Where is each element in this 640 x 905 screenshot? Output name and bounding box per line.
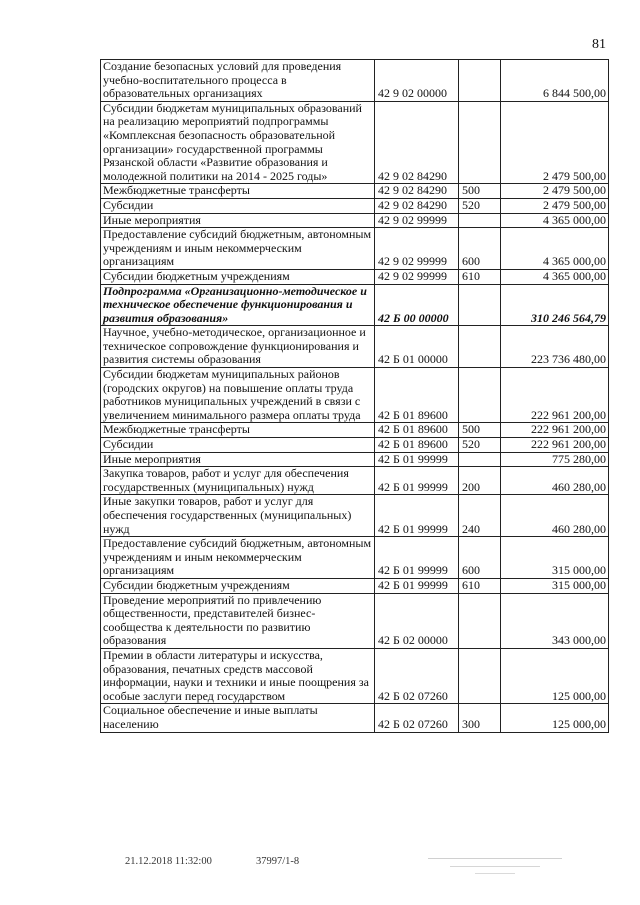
row-expense-type: 500 [459,184,501,199]
row-expense-type [459,284,501,326]
row-name: Предоставление субсидий бюджетным, автономным учреждениям и иным некоммерческим организациям [101,228,375,270]
row-name: Субсидии [101,198,375,213]
row-expense-type: 600 [459,537,501,579]
row-code: 42 9 02 99999 [375,228,459,270]
row-name: Научное, учебно-методическое, организационное и техническое сопровождение функционирования и развития системы образования [101,326,375,368]
table-row [101,184,609,199]
faint-stamp [420,852,570,878]
table-row [101,578,609,593]
table-row [101,452,609,467]
row-name: Субсидии бюджетам муниципальных районов (городских округов) на повышение оплаты труда работников муниципальных учреждений в связи с увеличением минимального размера оплаты труда [101,368,375,423]
row-name: Субсидии бюджетам муниципальных образований на реализацию мероприятий подпрограммы «Комплексная безопасность образовательной организации» государственной программы Рязанской области «Развитие образования и молодежной политики на 2014 - 2025 годы» [101,101,375,184]
row-amount: 223 736 480,00 [501,326,609,368]
budget-table [100,59,609,733]
row-code: 42 Б 01 89600 [375,438,459,453]
row-name: Закупка товаров, работ и услуг для обеспечения государственных (муниципальных) нужд [101,467,375,495]
footer-datetime: 21.12.2018 11:32:00 [125,856,212,867]
row-amount: 222 961 200,00 [501,368,609,423]
row-amount: 4 365 000,00 [501,269,609,284]
row-amount: 222 961 200,00 [501,423,609,438]
table-row [101,704,609,732]
row-expense-type [459,593,501,648]
row-amount: 315 000,00 [501,578,609,593]
row-expense-type: 610 [459,578,501,593]
row-code: 42 Б 01 89600 [375,423,459,438]
table-row [101,495,609,537]
row-expense-type: 300 [459,704,501,732]
table-row [101,101,609,184]
row-amount: 6 844 500,00 [501,60,609,102]
row-code: 42 Б 02 00000 [375,593,459,648]
row-name: Иные мероприятия [101,452,375,467]
row-amount: 460 280,00 [501,467,609,495]
row-expense-type [459,326,501,368]
row-expense-type [459,452,501,467]
page-number: 81 [592,37,606,52]
row-amount: 125 000,00 [501,648,609,703]
row-expense-type [459,648,501,703]
row-code: 42 9 02 00000 [375,60,459,102]
row-amount: 4 365 000,00 [501,213,609,228]
row-code: 42 9 02 84290 [375,198,459,213]
row-name: Межбюджетные трансферты [101,423,375,438]
row-expense-type: 240 [459,495,501,537]
row-amount: 2 479 500,00 [501,184,609,199]
row-expense-type [459,101,501,184]
row-code: 42 9 02 99999 [375,269,459,284]
row-expense-type: 600 [459,228,501,270]
table-row [101,213,609,228]
row-expense-type: 610 [459,269,501,284]
table-row [101,648,609,703]
row-code: 42 Б 01 99999 [375,467,459,495]
row-amount: 343 000,00 [501,593,609,648]
row-code: 42 Б 02 07260 [375,648,459,703]
row-code: 42 9 02 84290 [375,101,459,184]
row-name: Проведение мероприятий по привлечению общественности, представителей бизнес-сообщества к деятельности по развитию образования [101,593,375,648]
row-code: 42 Б 02 07260 [375,704,459,732]
stamp-mark [420,852,570,878]
row-code: 42 9 02 99999 [375,213,459,228]
row-expense-type [459,60,501,102]
row-expense-type: 500 [459,423,501,438]
row-amount: 775 280,00 [501,452,609,467]
row-name: Премии в области литературы и искусства, образования, печатных средств массовой информации, науки и техники и иные поощрения за особые заслуги перед государством [101,648,375,703]
row-code: 42 Б 01 89600 [375,368,459,423]
row-amount: 460 280,00 [501,495,609,537]
table-row [101,467,609,495]
table-row [101,593,609,648]
row-amount: 315 000,00 [501,537,609,579]
row-name: Социальное обеспечение и иные выплаты населению [101,704,375,732]
table-row [101,537,609,579]
row-expense-type: 200 [459,467,501,495]
row-amount: 4 365 000,00 [501,228,609,270]
table-row [101,438,609,453]
row-expense-type: 520 [459,198,501,213]
row-amount: 310 246 564,79 [501,284,609,326]
row-code: 42 Б 01 99999 [375,537,459,579]
row-name: Подпрограмма «Организационно-методическое и техническое обеспечение функционирования и развития образования» [101,284,375,326]
table-row [101,368,609,423]
row-code: 42 Б 01 99999 [375,495,459,537]
row-code: 42 9 02 84290 [375,184,459,199]
row-expense-type [459,213,501,228]
row-code: 42 Б 01 99999 [375,452,459,467]
row-name: Иные мероприятия [101,213,375,228]
row-expense-type [459,368,501,423]
table-row [101,198,609,213]
row-amount: 125 000,00 [501,704,609,732]
row-name: Иные закупки товаров, работ и услуг для обеспечения государственных (муниципальных) нужд [101,495,375,537]
row-code: 42 Б 01 99999 [375,578,459,593]
row-code: 42 Б 01 00000 [375,326,459,368]
row-name: Субсидии бюджетным учреждениям [101,269,375,284]
row-amount: 2 479 500,00 [501,198,609,213]
table-row [101,326,609,368]
row-amount: 2 479 500,00 [501,101,609,184]
row-amount: 222 961 200,00 [501,438,609,453]
row-name: Субсидии бюджетным учреждениям [101,578,375,593]
table-row [101,228,609,270]
table-row [101,269,609,284]
footer-doc-code: 37997/1-8 [256,856,300,867]
row-expense-type: 520 [459,438,501,453]
row-name: Субсидии [101,438,375,453]
table-row [101,284,609,326]
row-name: Создание безопасных условий для проведения учебно-воспитательного процесса в образовательных организациях [101,60,375,102]
table-row [101,423,609,438]
row-code: 42 Б 00 00000 [375,284,459,326]
table-row [101,60,609,102]
row-name: Межбюджетные трансферты [101,184,375,199]
row-name: Предоставление субсидий бюджетным, автономным учреждениям и иным некоммерческим организациям [101,537,375,579]
